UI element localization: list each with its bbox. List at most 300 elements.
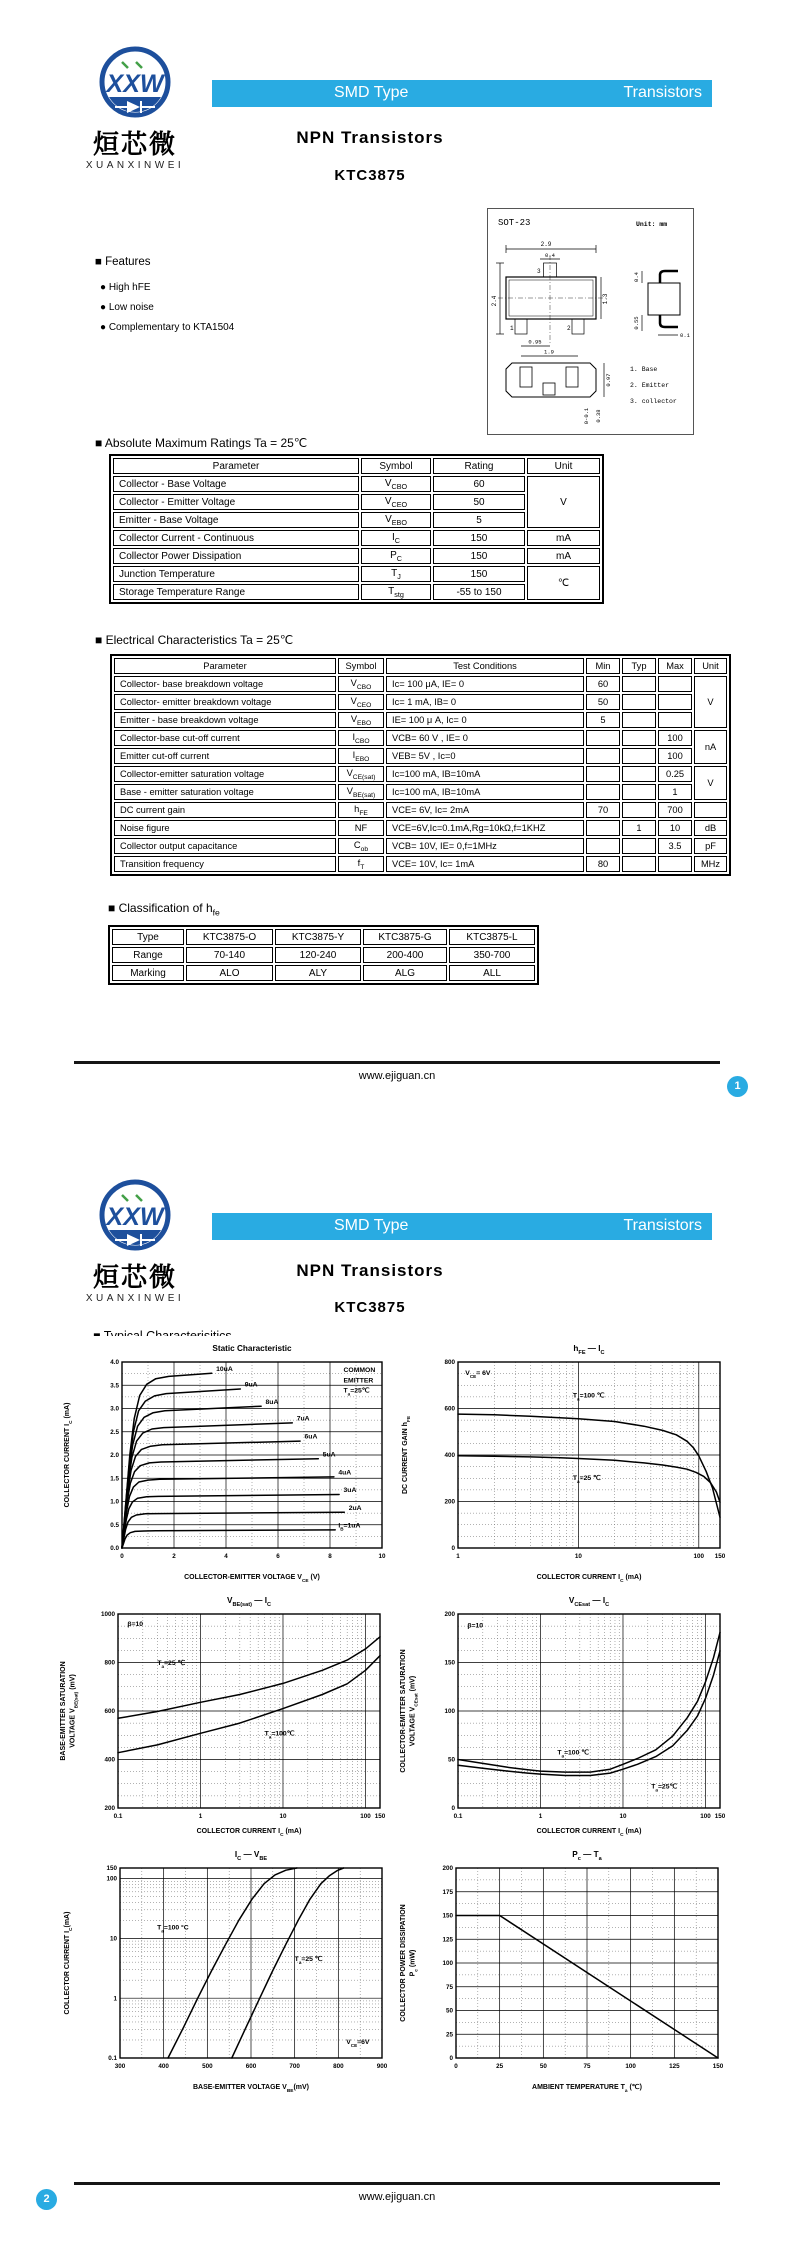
table-cell [586, 784, 620, 800]
svg-text:7uA: 7uA [296, 1415, 310, 1423]
svg-text:Ta=25 ℃: $T_a=25$ ℃ [294, 1955, 323, 1965]
pkg-legend-collector: 3. collector [630, 398, 677, 405]
table-row [114, 712, 727, 728]
svg-text:700: 700 [289, 2063, 300, 2070]
pkg-pin2-number: 2 [567, 325, 571, 332]
table-cell: Type [112, 929, 184, 945]
table-row [113, 530, 600, 546]
pkg-dim-lead-t: 0.1 [680, 332, 690, 339]
table-cell: 10 [658, 820, 692, 836]
features-heading: ■ Features [95, 256, 151, 268]
doc-title: NPN Transistors [296, 1261, 444, 1280]
svg-text:2: 2 [172, 1553, 176, 1560]
table-cell: pF [694, 838, 727, 854]
column-header: Rating [433, 458, 525, 474]
pkg-dim-lead-top: 0.4 [633, 272, 640, 282]
table-cell: $V_{CEO}$ [361, 494, 431, 510]
table-row [114, 784, 727, 800]
svg-text:400: 400 [104, 1756, 115, 1764]
table-cell: $V_{BE(sat)}$ [338, 784, 384, 800]
doc-part-number: KTC3875 [334, 1299, 406, 1316]
table-cell: 1 [658, 784, 692, 800]
table-cell [622, 856, 656, 872]
svg-text:3.5: 3.5 [110, 1382, 119, 1390]
table-row [114, 802, 727, 818]
table-cell [586, 730, 620, 746]
table-cell: KTC3875-O [186, 929, 273, 945]
svg-text:Ta=25 ℃: $T_a=25$ ℃ [572, 1475, 601, 1484]
svg-text:Pc — Ta: $P_c$ — $T_a$ [572, 1850, 602, 1862]
table-cell [622, 802, 656, 818]
table-cell: 100 [658, 730, 692, 746]
chart-svg-pc-vs-ta [394, 1846, 732, 2098]
table-cell: Transition frequency [114, 856, 336, 872]
svg-text:10: 10 [574, 1553, 582, 1560]
svg-text:10: 10 [378, 1553, 386, 1560]
series-5uA [122, 1459, 318, 1548]
table-cell: 200-400 [363, 947, 447, 963]
absolute-maximum-ratings-table [109, 454, 604, 604]
table-cell: Ic= 100 μA, IE= 0 [386, 676, 584, 692]
svg-text:0.5: 0.5 [110, 1521, 119, 1529]
svg-text:200: 200 [442, 1865, 453, 1873]
svg-text:COLLECTOR CURRENT IC (mA): COLLECTOR CURRENT $I_C$ (mA) [196, 1828, 302, 1838]
table-cell: ALL [449, 965, 535, 981]
table-cell: $h_{FE}$ [338, 802, 384, 818]
pkg-legend-base: 1. Base [630, 366, 658, 373]
svg-text:0.1: 0.1 [113, 1813, 123, 1820]
table-cell: mA [527, 530, 600, 546]
table-cell: Collector-emitter saturation voltage [114, 766, 336, 782]
svg-text:175: 175 [442, 1888, 453, 1896]
pkg-legend-emitter: 2. Emitter [630, 382, 670, 389]
section-title-electrical-characteristics: ■ Electrical Characteristics Ta = 25℃ [95, 633, 294, 647]
pkg-dim-bw: 0.97 [605, 373, 612, 387]
table-cell [622, 730, 656, 746]
svg-text:800: 800 [333, 2063, 344, 2070]
svg-text:1: 1 [113, 1995, 117, 2003]
svg-text:400: 400 [158, 2063, 169, 2070]
svg-text:β=10: β=10 [127, 1621, 144, 1629]
svg-text:0: 0 [449, 2055, 453, 2063]
electrical-characteristics [110, 654, 731, 876]
hfe-classification [108, 925, 539, 985]
svg-text:0: 0 [451, 1545, 455, 1553]
table-row [112, 965, 535, 981]
column-header: Min [586, 658, 620, 674]
svg-text:0: 0 [120, 1553, 124, 1560]
svg-text:6uA: 6uA [304, 1433, 318, 1441]
column-header: Unit [527, 458, 600, 474]
table-cell: 80 [586, 856, 620, 872]
classification-title-text: ■ Classification of h [108, 901, 213, 915]
footer-url[interactable]: www.ejiguan.cn [358, 2191, 436, 2203]
svg-text:COLLECTOR-EMITTER SATURATION: COLLECTOR-EMITTER SATURATION [400, 1649, 407, 1773]
svg-text:400: 400 [444, 1452, 455, 1460]
electrical-characteristics-table [110, 654, 731, 876]
table-cell [622, 676, 656, 692]
svg-text:COLLECTOR POWER DISSIPATION: COLLECTOR POWER DISSIPATION [400, 1904, 407, 2022]
svg-text:VCE=6V: $V_{CE}=6V$ [346, 2039, 370, 2048]
table-header-row [114, 658, 727, 674]
svg-text:COLLECTOR CURRENT IC (mA): COLLECTOR CURRENT $I_C$ (mA) [536, 1574, 642, 1584]
table-row [113, 476, 600, 492]
chart-ic-vs-vbe [58, 1846, 396, 2103]
table-cell [622, 766, 656, 782]
table-row [114, 766, 727, 782]
feature-item: ● Low noise [100, 302, 154, 313]
chart-static-characteristic [58, 1336, 396, 1593]
svg-text:BASE-EMITTER SATURATION: BASE-EMITTER SATURATION [60, 1661, 67, 1761]
svg-text:Ta=25℃: $T_a=25℃$ [651, 1783, 678, 1793]
svg-text:900: 900 [376, 2063, 388, 2070]
table-cell: -55 to 150 [433, 584, 525, 600]
table-cell: $T_J$ [361, 566, 431, 582]
chart-svg-vbesat-vs-ic [54, 1594, 392, 1842]
svg-text:150: 150 [444, 1659, 455, 1667]
svg-text:100: 100 [693, 1553, 705, 1560]
svg-text:125: 125 [669, 2063, 680, 2070]
banner-right-label: Transistors [623, 84, 702, 101]
table-cell: 150 [433, 548, 525, 564]
table-cell: Collector - Emitter Voltage [113, 494, 359, 510]
table-cell: $I_{CBO}$ [338, 730, 384, 746]
svg-text:COLLECTOR CURRENT IC(mA): COLLECTOR CURRENT $I_C(mA)$ [64, 1911, 74, 2015]
table-cell: NF [338, 820, 384, 836]
table-cell [622, 784, 656, 800]
table-cell [658, 694, 692, 710]
svg-text:150: 150 [714, 1553, 726, 1560]
table-row [112, 947, 535, 963]
table-cell: Collector - Base Voltage [113, 476, 359, 492]
table-row [114, 676, 727, 692]
table-cell [622, 712, 656, 728]
table-cell: 3.5 [658, 838, 692, 854]
table-header-row [113, 458, 600, 474]
table-cell: 120-240 [275, 947, 361, 963]
table-cell: Collector Current - Continuous [113, 530, 359, 546]
banner-left-label: SMD Type [334, 1217, 409, 1234]
table-cell [586, 748, 620, 764]
table-cell: VCB= 60 V , IE= 0 [386, 730, 584, 746]
svg-text:IB=1uA: $I_B=1uA$ [338, 1522, 361, 1532]
column-header: Test Conditions [386, 658, 584, 674]
column-header: Typ [622, 658, 656, 674]
svg-text:Static Characteristic: Static Characteristic [212, 1344, 292, 1353]
chart-pc-vs-ta [394, 1846, 732, 2103]
svg-text:100: 100 [442, 1960, 453, 1968]
svg-text:1.0: 1.0 [110, 1498, 119, 1506]
svg-text:50: 50 [539, 2063, 547, 2070]
svg-text:0.1: 0.1 [453, 1813, 463, 1820]
table-cell: 1 [622, 820, 656, 836]
pkg-dim-tab: 0.4 [545, 252, 555, 259]
table-cell: Marking [112, 965, 184, 981]
svg-text:25: 25 [496, 2063, 504, 2070]
svg-text:1: 1 [538, 1813, 543, 1820]
svg-text:3.0: 3.0 [110, 1405, 119, 1413]
svg-text:8uA: 8uA [265, 1398, 279, 1406]
brand-name-cn: 烜芯微 [92, 1262, 177, 1292]
svg-text:Ta=25 ℃: $T_a=25$ ℃ [157, 1659, 186, 1669]
table-row [112, 929, 535, 945]
footer-divider [74, 2182, 720, 2185]
table-cell: Emitter - Base Voltage [113, 512, 359, 528]
svg-text:Ta=100 ℃: $T_a=100$ ℃ [572, 1392, 605, 1401]
svg-text:2uA: 2uA [348, 1504, 362, 1512]
svg-text:800: 800 [104, 1659, 115, 1667]
svg-text:100: 100 [360, 1813, 371, 1820]
table-cell: KTC3875-Y [275, 929, 361, 945]
svg-text:0.1: 0.1 [108, 2055, 117, 2063]
table-cell: $V_{EBO}$ [361, 512, 431, 528]
svg-text:9uA: 9uA [244, 1381, 258, 1389]
svg-text:5uA: 5uA [322, 1451, 336, 1459]
table-cell: VEB= 5V , Ic=0 [386, 748, 584, 764]
brand-name-en: XUANXINWEI [85, 159, 185, 171]
svg-text:75: 75 [445, 1983, 453, 1991]
table-cell: ALG [363, 965, 447, 981]
table-row [114, 820, 727, 836]
brand-name-en: XUANXINWEI [85, 1292, 185, 1304]
table-cell: DC current gain [114, 802, 336, 818]
svg-text:100: 100 [106, 1875, 117, 1883]
classification-title-sub: fe [212, 907, 220, 918]
table-cell: Junction Temperature [113, 566, 359, 582]
table-cell: Collector Power Dissipation [113, 548, 359, 564]
svg-text:800: 800 [444, 1359, 455, 1367]
hfe-classification-table [108, 925, 539, 985]
svg-text:600: 600 [104, 1708, 115, 1716]
table-cell: 150 [433, 566, 525, 582]
table-cell: 60 [586, 676, 620, 692]
table-row [114, 856, 727, 872]
table-cell: Noise figure [114, 820, 336, 836]
column-header: Max [658, 658, 692, 674]
svg-text:hFE — IC: $h_{FE}$ — $I_C$ [573, 1344, 605, 1356]
table-cell: 0.25 [658, 766, 692, 782]
brand-name-cn: 烜芯微 [92, 129, 177, 159]
svg-text:4uA: 4uA [338, 1469, 352, 1477]
page-number-badge: 1 [727, 1076, 748, 1097]
brand-mark: XXW [106, 1203, 164, 1231]
pkg-dim-span: 1.9 [544, 348, 554, 356]
svg-text:EMITTER: EMITTER [343, 1377, 374, 1385]
series-3uA [122, 1495, 339, 1549]
section-title-absolute-maximum-ratings: ■ Absolute Maximum Ratings Ta = 25℃ [95, 436, 308, 450]
table-cell: ALY [275, 965, 361, 981]
table-cell: 50 [433, 494, 525, 510]
svg-text:0: 0 [454, 2063, 458, 2070]
table-cell [694, 802, 727, 818]
absolute-maximum-ratings [109, 454, 604, 604]
table-cell: 60 [433, 476, 525, 492]
table-cell: VCE=6V,Ic=0.1mA,Rg=10kΩ,f=1KHZ [386, 820, 584, 836]
table-cell: dB [694, 820, 727, 836]
table-cell [622, 838, 656, 854]
table-cell: 70 [586, 802, 620, 818]
table-cell: $I_{EBO}$ [338, 748, 384, 764]
sot23-drawing [488, 209, 693, 434]
table-cell: $P_C$ [361, 548, 431, 564]
smd-type-banner [212, 80, 712, 107]
table-cell: 50 [586, 694, 620, 710]
table-cell: Storage Temperature Range [113, 584, 359, 600]
svg-text:150: 150 [374, 1813, 386, 1820]
pkg-dim-bp: 0.38 [595, 409, 602, 423]
table-cell: KTC3875-L [449, 929, 535, 945]
brand-mark: XXW [106, 70, 164, 98]
table-cell: V [694, 766, 727, 800]
table-cell [586, 766, 620, 782]
pkg-dim-bt: 0-0.1 [583, 407, 590, 425]
table-cell: Emitter cut-off current [114, 748, 336, 764]
series-1uA [122, 1530, 335, 1548]
table-cell: Ic=100 mA, IB=10mA [386, 766, 584, 782]
table-cell: ℃ [527, 566, 600, 600]
column-header: Unit [694, 658, 727, 674]
brand-logo [60, 1173, 210, 1304]
brand-logo-icon [70, 40, 200, 124]
svg-text:DC CURRENT GAIN hFE: DC CURRENT GAIN $h_{FE}$ [402, 1415, 412, 1495]
table-row [114, 838, 727, 854]
svg-text:Ta=100 ℃: $T_a=100$ ℃ [557, 1749, 589, 1759]
section-title-classification [108, 901, 220, 917]
series-9uA [122, 1389, 240, 1548]
svg-text:200: 200 [104, 1805, 115, 1813]
svg-text:VOLTAGE VCEsat (mV): VOLTAGE $V_{CEsat}$ (mV) [409, 1675, 419, 1747]
svg-text:COMMON: COMMON [343, 1367, 376, 1375]
chart-vbesat-vs-ic [54, 1594, 392, 1847]
chart-hfe-vs-ic [396, 1336, 734, 1593]
column-header: Parameter [114, 658, 336, 674]
table-cell: 100 [658, 748, 692, 764]
pkg-dim-pitch: 0.95 [528, 338, 542, 346]
table-cell: VCB= 10V, IE= 0,f=1MHz [386, 838, 584, 854]
table-cell [622, 694, 656, 710]
svg-text:0.0: 0.0 [110, 1545, 119, 1553]
svg-text:200: 200 [444, 1611, 455, 1619]
table-cell: $T_{stg}$ [361, 584, 431, 600]
svg-text:1000: 1000 [100, 1611, 115, 1619]
svg-text:1.5: 1.5 [110, 1475, 119, 1483]
table-cell: $V_{CE(sat)}$ [338, 766, 384, 782]
svg-text:COLLECTOR-EMITTER VOLTAGE V: COLLECTOR-EMITTER VOLTAGE $V_{CE}$ (V) [184, 1574, 320, 1584]
table-cell: $I_C$ [361, 530, 431, 546]
series-T_{a}=100 °C [168, 1868, 297, 2058]
svg-text:125: 125 [442, 1936, 453, 1944]
table-row [113, 548, 600, 564]
column-header: Symbol [338, 658, 384, 674]
svg-text:4: 4 [224, 1553, 228, 1560]
table-cell: Ic=100 mA, IB=10mA [386, 784, 584, 800]
svg-text:100: 100 [444, 1708, 455, 1716]
svg-text:β=10: β=10 [467, 1622, 484, 1630]
svg-text:150: 150 [712, 2063, 724, 2070]
svg-text:50: 50 [445, 2007, 453, 2015]
pkg-dim-body: 1.3 [602, 293, 609, 305]
svg-text:4.0: 4.0 [110, 1359, 119, 1367]
svg-text:300: 300 [114, 2063, 126, 2070]
svg-text:2.0: 2.0 [110, 1452, 119, 1460]
column-header: Symbol [361, 458, 431, 474]
table-cell: 150 [433, 530, 525, 546]
column-header: Parameter [113, 458, 359, 474]
svg-text:IC — VBE: $I_C$ — $V_{BE}$ [234, 1850, 268, 1862]
table-cell: 700 [658, 802, 692, 818]
series-T_{a}=25 ℃ [232, 1868, 344, 2058]
table-cell: V [694, 676, 727, 728]
table-cell: Collector output capacitance [114, 838, 336, 854]
table-cell: Collector- emitter breakdown voltage [114, 694, 336, 710]
table-cell: Range [112, 947, 184, 963]
svg-text:500: 500 [202, 2063, 213, 2070]
table-cell: V [527, 476, 600, 528]
banner-right-label: Transistors [623, 1217, 702, 1234]
svg-text:Ta=100℃: $T_a=100℃$ [264, 1730, 295, 1740]
package-unit: Unit: mm [636, 221, 668, 228]
svg-text:75: 75 [583, 2063, 591, 2070]
pkg-pin1-number: 1 [510, 325, 514, 332]
svg-text:6: 6 [276, 1553, 280, 1560]
footer-url[interactable]: www.ejiguan.cn [358, 1070, 436, 1082]
table-cell: mA [527, 548, 600, 564]
svg-text:3uA: 3uA [343, 1487, 357, 1495]
table-row [114, 730, 727, 746]
chart-svg-hfe-vs-ic [396, 1336, 734, 1588]
svg-text:VOLTAGE VBE(sat) (mV): VOLTAGE $V_{BE(sat)}$ (mV) [69, 1674, 79, 1748]
table-cell: $V_{CBO}$ [338, 676, 384, 692]
table-cell: KTC3875-G [363, 929, 447, 945]
pkg-pin3-number: 3 [537, 268, 541, 275]
svg-text:Ta=100 °C: $T_a=100$ °C [157, 1924, 189, 1934]
chart-vcesat-vs-ic [394, 1594, 732, 1847]
table-cell: 5 [586, 712, 620, 728]
svg-text:1: 1 [456, 1553, 460, 1560]
doc-part-number: KTC3875 [334, 167, 406, 184]
table-cell: 5 [433, 512, 525, 528]
svg-text:150: 150 [442, 1912, 453, 1920]
svg-text:600: 600 [245, 2063, 257, 2070]
feature-item: ● High hFE [100, 282, 151, 293]
table-cell: $V_{CEO}$ [338, 694, 384, 710]
page-number-badge: 2 [36, 2189, 57, 2210]
chart-svg-ic-vs-vbe [58, 1846, 396, 2098]
table-cell [658, 856, 692, 872]
svg-text:25: 25 [445, 2031, 453, 2039]
svg-text:1: 1 [198, 1813, 203, 1820]
svg-text:10uA: 10uA [216, 1365, 233, 1373]
package-outline-drawing [487, 208, 694, 435]
svg-text:200: 200 [444, 1498, 455, 1506]
svg-text:AMBIENT TEMPERATURE Ta (℃: AMBIENT TEMPERATURE $T_a$ (℃) [532, 2084, 642, 2094]
svg-text:50: 50 [447, 1756, 455, 1764]
svg-text:10: 10 [619, 1813, 627, 1820]
footer-divider [74, 1061, 720, 1064]
svg-text:10: 10 [279, 1813, 287, 1820]
table-cell: IE= 100 μ A, Ic= 0 [386, 712, 584, 728]
table-cell: $V_{EBO}$ [338, 712, 384, 728]
svg-text:150: 150 [106, 1865, 117, 1873]
table-row [114, 694, 727, 710]
pkg-dim-width: 2.9 [540, 241, 552, 248]
table-cell: Emitter - base breakdown voltage [114, 712, 336, 728]
table-cell: nA [694, 730, 727, 764]
table-cell [586, 838, 620, 854]
table-cell [658, 712, 692, 728]
svg-text:10: 10 [109, 1935, 117, 1943]
table-cell: $f_T$ [338, 856, 384, 872]
